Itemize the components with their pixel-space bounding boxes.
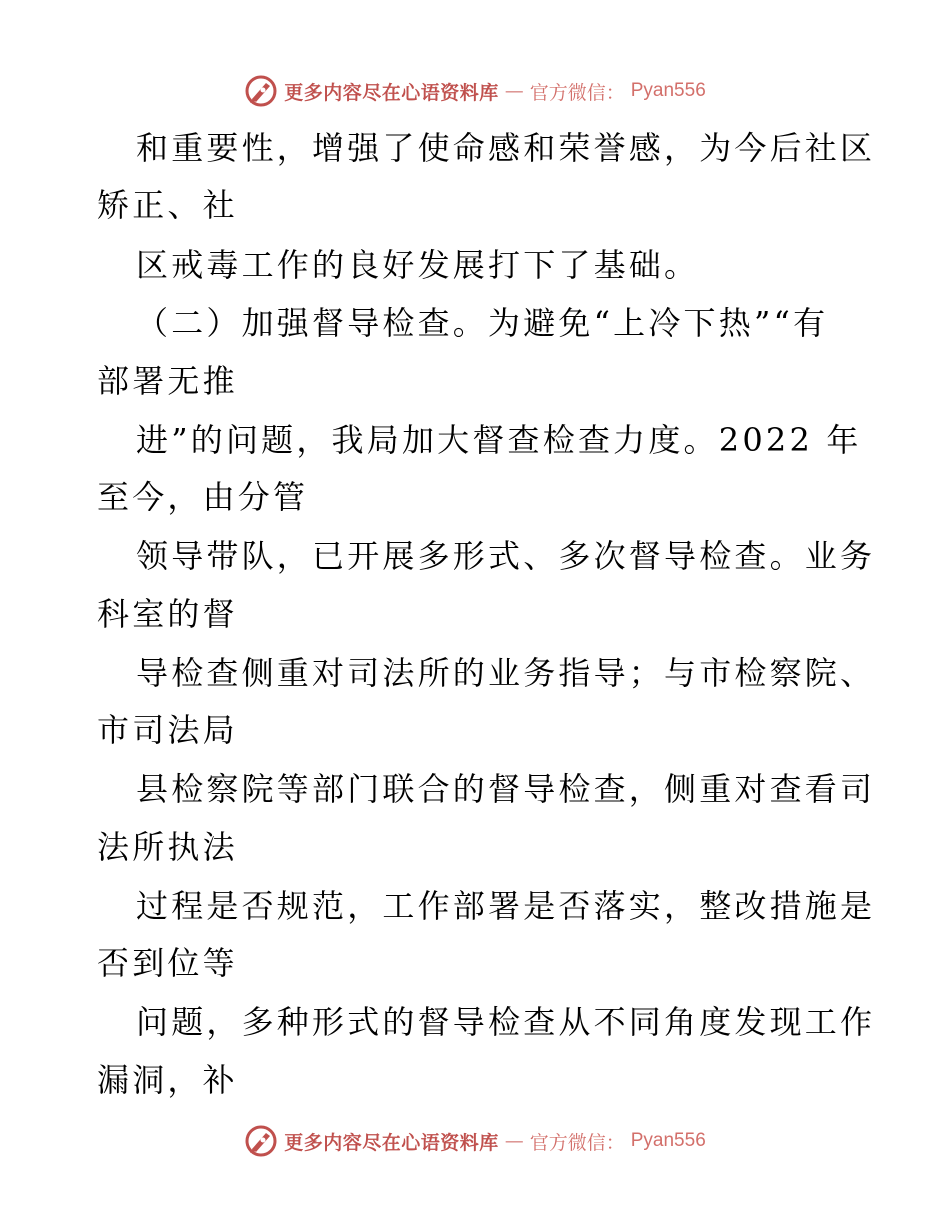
pen-seal-icon xyxy=(244,1124,278,1158)
watermark-header xyxy=(0,71,950,111)
watermark-wechat-id: Pyan556 xyxy=(630,80,706,101)
watermark-wechat-label: 官方微信： xyxy=(529,1131,625,1154)
body-line: 至今，由分管 xyxy=(97,478,309,516)
body-line: 法所执法 xyxy=(97,828,238,866)
body-line: 和重要性，增强了使命感和荣誉感，为今后社区 xyxy=(136,129,876,167)
body-line: 科室的督 xyxy=(97,595,238,633)
body-line: 矫正、社 xyxy=(97,186,238,224)
body-line: 部署无推 xyxy=(97,362,238,400)
watermark-footer xyxy=(0,1121,950,1161)
watermark-separator: — xyxy=(504,1130,524,1152)
body-line: 领导带队，已开展多形式、多次督导检查。业务 xyxy=(136,537,876,575)
body-line: 市司法局 xyxy=(97,711,238,749)
body-line: 漏洞，补 xyxy=(97,1061,238,1099)
body-line: （二）加强督导检查。为避免“上冷下热”“有 xyxy=(136,304,829,342)
body-line: 过程是否规范，工作部署是否落实，整改措施是 xyxy=(136,887,876,925)
watermark-text: 更多内容尽在心语资料库 xyxy=(284,81,499,104)
body-line: 区戒毒工作的良好发展打下了基础。 xyxy=(136,246,700,284)
body-line: 进”的问题，我局加大督查检查力度。2022 年 xyxy=(136,421,862,459)
body-line: 否到位等 xyxy=(97,944,238,982)
watermark-wechat-label: 官方微信： xyxy=(529,81,625,104)
body-line: 问题，多种形式的督导检查从不同角度发现工作 xyxy=(136,1003,876,1041)
body-line: 导检查侧重对司法所的业务指导；与市检察院、 xyxy=(136,654,876,692)
watermark-text: 更多内容尽在心语资料库 xyxy=(284,1131,499,1154)
body-line: 县检察院等部门联合的督导检查，侧重对查看司 xyxy=(136,770,876,808)
watermark-wechat-id: Pyan556 xyxy=(630,1130,706,1151)
watermark-separator: — xyxy=(504,80,524,102)
pen-seal-icon xyxy=(244,74,278,108)
